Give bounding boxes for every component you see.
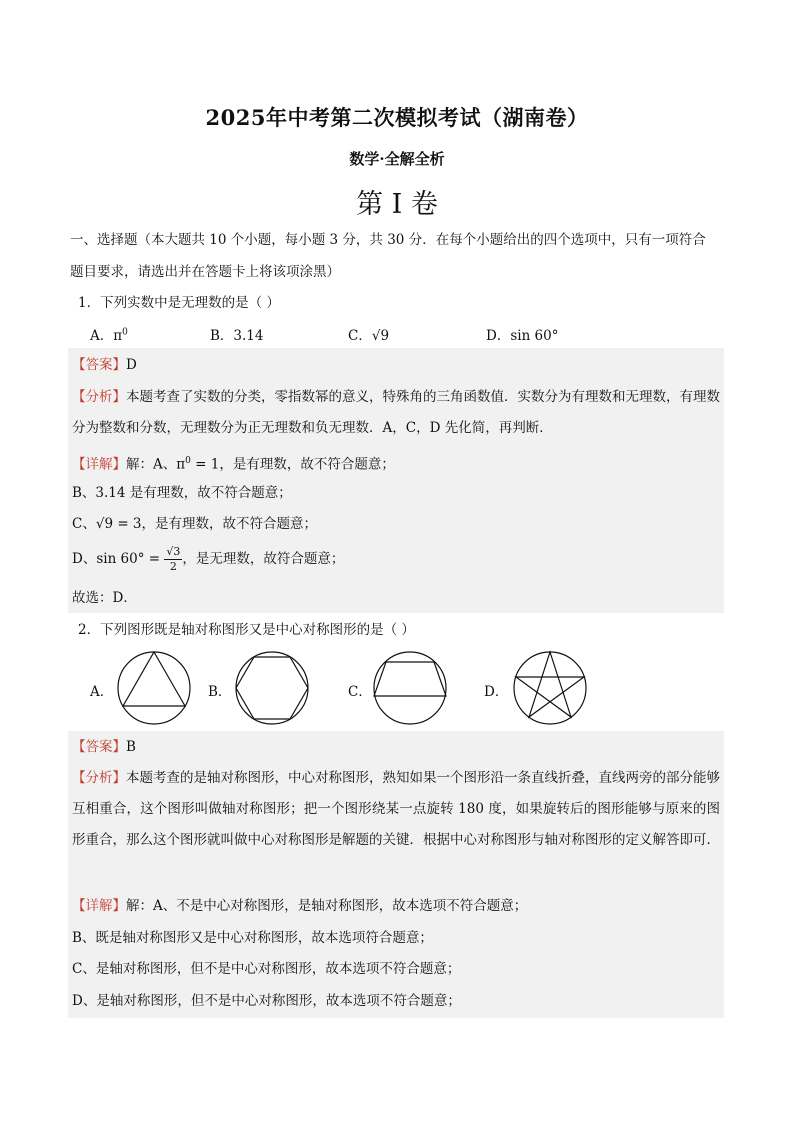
q1-detail-b: B、3.14 是有理数，故不符合题意； <box>72 485 292 501</box>
q1-detail-d <box>72 544 344 574</box>
q1-detail-a-post: ，是有理数，故不符合题意； <box>219 456 395 473</box>
q2-detail-a-text: 解：A、不是中心对称图形，是轴对称图形，故本选项不符合题意； <box>126 898 528 914</box>
q2-detail-b: B、既是轴对称图形又是中心对称图形，故本选项符合题意； <box>72 930 433 946</box>
q1-detail-tag: 【详解】 <box>72 456 126 473</box>
q2-analysis-tag: 【分析】 <box>72 770 126 786</box>
q1-detail-a <box>72 451 395 475</box>
q2-detail-a <box>72 896 527 916</box>
circle-trapezoid-icon <box>370 650 450 726</box>
q1-analysis-text: 本题考查了实数的分类，零指数幂的意义，特殊角的三角函数值．实数分为有理数和无理数，有理数分为整数和分数，无理数分为正无理数和负无理数．A，C，D 先化简，再判断． <box>72 389 720 436</box>
q2-solution-box <box>68 731 724 1018</box>
q1-analysis <box>72 382 720 444</box>
q1-detail-d-fraction <box>164 545 182 574</box>
q1-detail-d-denominator: 2 <box>169 560 177 573</box>
q2-answer-value: B <box>126 739 136 755</box>
q1-answer <box>72 355 137 375</box>
q1-option-d: D．sin 60° <box>486 328 559 344</box>
circle-hexagon-icon <box>232 650 312 726</box>
q1-conclusion: 故选：D． <box>72 590 137 606</box>
q2-label-b: B． <box>208 684 232 700</box>
q2-label-d: D． <box>484 684 509 700</box>
q1-detail-c <box>72 514 317 534</box>
q2-detail-d: D、是轴对称图形，但不是中心对称图形，故本选项不符合题意； <box>72 993 461 1009</box>
q1-detail-a-pre: 解：A、 <box>126 456 177 473</box>
exam-title: 2025年中考第二次模拟考试（湖南卷） <box>205 105 589 130</box>
q1-detail-c-post: ，是有理数，故不符合题意； <box>141 516 318 532</box>
section-instructions-line1: 一、选择题（本大题共 10 个小题，每小题 3 分，共 30 分．在每个小题给出的四个选项中，只有一项符合 <box>70 232 706 248</box>
q2-analysis <box>72 763 720 856</box>
circle-triangle-icon <box>114 650 194 726</box>
q1-detail-a-eq: = 1 <box>190 456 220 473</box>
q1-answer-tag: 【答案】 <box>72 357 126 373</box>
q1-option-c-label: C． <box>348 328 372 344</box>
q1-detail-d-numerator: √3 <box>166 545 181 558</box>
q1-detail-a-sup: 0 <box>185 456 191 466</box>
q2-stem: 2．下列图形既是轴对称图形又是中心对称图形的是（ ） <box>78 622 415 638</box>
q1-detail-d-post: ，是无理数，故符合题意； <box>182 551 345 567</box>
section-instructions-line2: 题目要求，请选出并在答题卡上将该项涂黑） <box>70 264 340 280</box>
q1-option-c-value: √9 <box>371 328 390 344</box>
q1-answer-value: D <box>126 357 137 373</box>
q1-option-a-label: A． <box>90 328 114 344</box>
q1-solution-box <box>68 348 724 613</box>
q1-analysis-tag: 【分析】 <box>72 389 126 405</box>
q1-detail-d-math: sin 60° = <box>96 551 161 567</box>
q1-option-a-base: π <box>113 328 123 344</box>
q1-detail-c-pre: C、 <box>72 516 96 532</box>
q2-label-a: A． <box>90 684 114 700</box>
q2-analysis-text: 本题考查的是轴对称图形，中心对称图形，熟知如果一个图形沿一条直线折叠，直线两旁的部分能够互相重合，这个图形叫做轴对称图形；把一个图形绕某一点旋转 180 度，如果旋转后的图形能够与原来的图形重合，那么这个图形就叫做中心对称图形是解题的关键．根据中心对称图形与轴对称图形的定义解答即可． <box>72 770 720 848</box>
q1-detail-a-math: π <box>176 456 186 473</box>
q2-answer-tag: 【答案】 <box>72 739 126 755</box>
q2-detail-c: C、是轴对称图形，但不是中心对称图形，故本选项不符合题意； <box>72 961 461 977</box>
q1-stem: 1．下列实数中是无理数的是（ ） <box>78 295 280 311</box>
q1-detail-d-pre: D、 <box>72 551 97 567</box>
exam-subtitle: 数学·全解全析 <box>349 150 445 168</box>
q2-detail-tag: 【详解】 <box>72 898 126 914</box>
circle-pentagram-icon <box>510 650 590 726</box>
q1-option-a <box>90 324 128 344</box>
q1-option-b: B．3.14 <box>210 328 264 344</box>
q1-detail-c-math: √9 = 3 <box>95 516 142 532</box>
q2-label-c: C． <box>348 684 372 700</box>
q1-option-c <box>348 324 389 344</box>
q1-option-a-sup: 0 <box>122 327 128 338</box>
q2-answer <box>72 737 136 757</box>
volume-heading: 第 I 卷 <box>356 189 438 220</box>
